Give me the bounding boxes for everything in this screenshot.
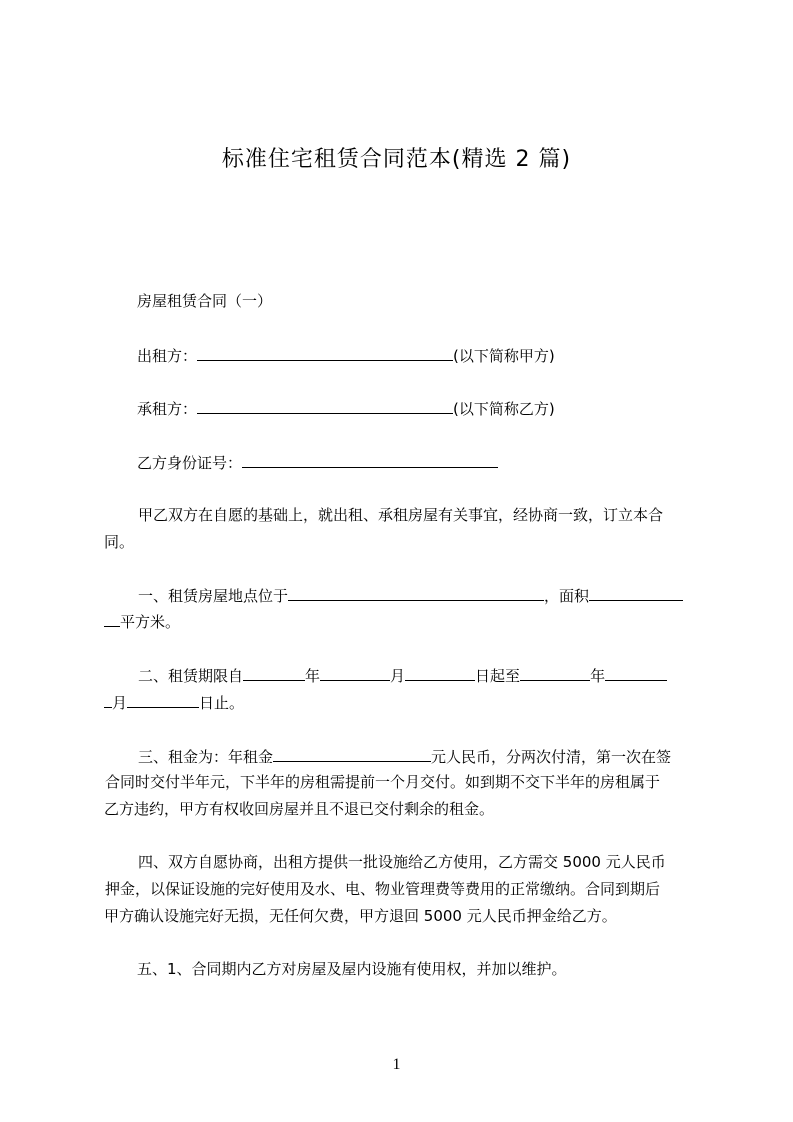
- id-blank: [242, 452, 498, 468]
- clause-4-line-1: 四、双方自愿协商，出租方提供一批设施给乙方使用，乙方需交 5000 元人民币: [138, 853, 666, 871]
- clause-5-line-1: 五、1、合同期内乙方对房屋及屋内设施有使用权，并加以维护。: [137, 960, 567, 978]
- clause-3-line-3: 乙方违约，甲方有权收回房屋并且不退已交付剩余的租金。: [104, 800, 495, 818]
- clause-2-month: 月: [390, 667, 406, 685]
- lessor-line: [137, 345, 555, 366]
- clause-3-line-1: [138, 746, 671, 767]
- end-day-blank: [127, 692, 199, 708]
- clause-3-prefix: 三、租金为：年租金: [138, 748, 274, 766]
- area-blank-cont: [104, 611, 120, 627]
- document-title: 标准住宅租赁合同范本(精选 2 篇): [221, 147, 572, 172]
- lessee-label: 承租方：: [137, 400, 198, 418]
- lessee-blank: [197, 398, 453, 414]
- clause-2-line-1: [138, 665, 667, 686]
- end-month-blank: [605, 665, 667, 681]
- lessee-suffix: (以下简称乙方): [453, 400, 555, 418]
- clause-3-suffix: 元人民币，分两次付清，第一次在签: [431, 748, 672, 766]
- clause-1-mid: ，面积: [544, 587, 590, 605]
- start-day-blank: [405, 665, 475, 681]
- preamble-line-1: 甲乙双方在自愿的基础上，就出租、承租房屋有关事宜，经协商一致，订立本合: [138, 506, 664, 524]
- clause-2-line-2: [104, 692, 244, 713]
- id-label: 乙方身份证号：: [137, 454, 243, 472]
- clause-1-line-1: [138, 585, 683, 606]
- area-blank: [589, 585, 683, 601]
- location-blank: [288, 585, 544, 601]
- clause-2-year: 年: [305, 667, 321, 685]
- start-month-blank: [320, 665, 390, 681]
- lessor-blank: [197, 345, 453, 361]
- lessor-label: 出租方：: [137, 347, 198, 365]
- clause-2-day-end: 日止。: [199, 694, 245, 712]
- end-year-blank: [520, 665, 590, 681]
- clause-1-suffix: 平方米。: [120, 613, 181, 631]
- clause-4-line-3: 甲方确认设施完好无损，无任何欠费，甲方退回 5000 元人民币押金给乙方。: [104, 907, 617, 925]
- clause-2-year-end: 年: [590, 667, 606, 685]
- clause-2-prefix: 二、租赁期限自: [138, 667, 244, 685]
- lessor-suffix: (以下简称甲方): [453, 347, 555, 365]
- lessee-line: [137, 398, 555, 419]
- page-number: 1: [392, 1056, 401, 1073]
- clause-1-prefix: 一、租赁房屋地点位于: [138, 587, 289, 605]
- clause-1-line-2: [104, 611, 180, 632]
- section-heading: 房屋租赁合同（一）: [137, 292, 273, 310]
- clause-3-line-2: 合同时交付半年元，下半年的房租需提前一个月交付。如到期不交下半年的房租属于: [105, 773, 661, 791]
- clause-2-month-end: 月: [112, 694, 128, 712]
- clause-2-day-from: 日起至: [475, 667, 521, 685]
- preamble-line-2: 同。: [104, 533, 135, 551]
- annual-rent-blank: [273, 746, 431, 762]
- id-line: [137, 452, 498, 473]
- start-year-blank: [243, 665, 305, 681]
- end-month-blank-cont: [104, 692, 112, 708]
- clause-4-line-2: 押金，以保证设施的完好使用及水、电、物业管理费等费用的正常缴纳。合同到期后: [105, 880, 661, 898]
